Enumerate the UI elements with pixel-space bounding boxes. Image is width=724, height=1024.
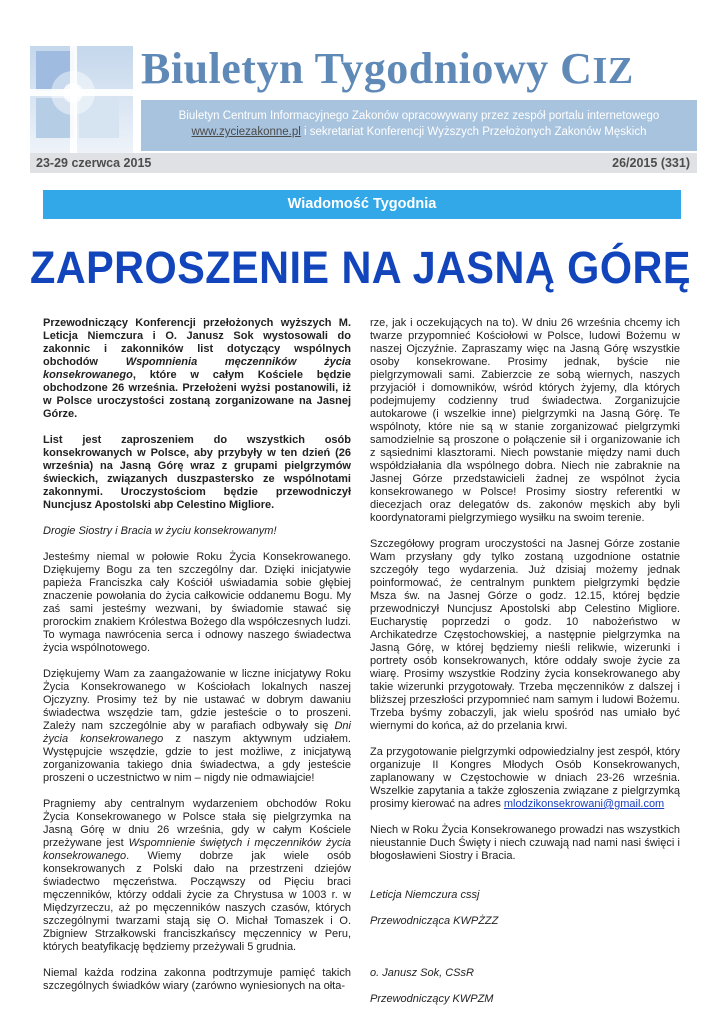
intro-text: Przewodniczący Konferencji przełożonych wyższych M. Leticja Niemczura i O. Janusz Sok wystosowali do zakonnic i zakonników list dotyczący wspólnych obchodów (43, 317, 351, 368)
paragraph-program: Szczegółowy program uroczystości na Jasnej Górze zostanie Wam przysłany gdy tylko zostaną uzgodnione ostatnie szczegóły tego wydarzenia. Już dzisiaj możemy jednak poinformować, że centralnym punktem pielgrzymki będzie Msza św. na Jasnej Górze o godz. 12.15, której będzie przewodniczył Nuncjusz Apostolski abp Celestino Migliore. Eucharystię poprzedzi o godz. 10 nabożeństwo w Archikatedrze Częstochowskiej, a następnie pielgrzymka na Jasną Górę, w której będziemy nieśli relikwie, wizerunki i portrety osób konsekrowanych, które oddały swoje życie za wiarę. Prosimy wszystkie Rodziny życia konsekrowanego aby takie wizerunki przygotowały. Trzeba męczenników z dalszej i bliższej przeszłości przypomnieć nam samym i ludowi Bożemu. Trzeba byśmy zobaczyli, jak wielu spośród nas umiało być wiernymi do końca, aż do przelania krwi. (370, 538, 680, 732)
signature-1-role: Przewodnicząca KWPŻZZ (370, 915, 499, 927)
paragraph-year: Jesteśmy niemal w połowie Roku Życia Konsekrowanego. Dziękujemy Bogu za ten szczególny dar. Dzięki inicjatywie papieża Franciszka cały Kościół uświadamia sobie głębiej znaczenie powołania do życia całkowicie oddanemu Bogu. My zaś sami jesteśmy wezwani, by świadomie stawać się prorockim znakiem Królestwa Bożego dla współczesnych ludzi. To wymaga nawrócenia serca i odnowy naszego świadectwa życia wspólnotowego. (43, 551, 351, 654)
issue-number: 26/2015 (331) (612, 156, 690, 170)
title-abbr-c: C (560, 44, 593, 93)
pilgrimage-text: Pragniemy aby centralnym wydarzeniem obchodów Roku Życia Konsekrowanego w Polsce stała się pielgrzymka na Jasną Górę w dniu 26 września, gdy w całym Kościele przeżywane jest (43, 798, 351, 849)
bulletin-title (141, 46, 696, 92)
paragraph-intro (43, 317, 351, 421)
contact-text: Za przygotowanie pielgrzymki odpowiedzialny jest zespół, który organizuje II Kongres Młodych Osób Konsekrowanych, zaplanowany w Częstochowie w dniach 23-26 września. Wszelkie zapytania a także zgłoszenia związane z pielgrzymką prosimy kierować na adres (370, 746, 680, 810)
subtitle-line-2 (141, 124, 697, 140)
paragraph-families: Niemal każda rodzina zakonna podtrzymuje pamięć takich szczególnych świadków wiary (zarówno wyniesionych na ołta- (43, 967, 351, 992)
paragraph-contact (370, 746, 680, 811)
portal-link[interactable]: www.zyciezakonne.pl (191, 126, 301, 138)
title-abbr-rest: IZ (592, 50, 634, 92)
issue-date-range: 23-29 czerwca 2015 (36, 156, 152, 170)
biuletyn-logo (30, 46, 133, 153)
signature-1-name: Leticja Niemczura cssj (370, 889, 480, 901)
contact-email-link[interactable]: mlodzikonsekrowani@gmail.com (503, 798, 665, 810)
paragraph-invitation: List jest zaproszeniem do wszystkich osób konsekrowanych w Polsce, aby przybyły w ten dzień (26 września) na Jasną Górę wraz z grupami pielgrzymów świeckich, związanych duszpastersko ze wspólnotami zakonnymi. Uroczystościom będzie przewodniczył Nuncjusz Apostolski abp Celestino Migliore. (43, 434, 351, 511)
paragraph-invite-all: rze, jak i oczekujących na to). W dniu 26 września chcemy ich twarze przypomnieć Kościołowi w Polsce, ludowi Bożemu w naszej Ojczyźnie. Zapraszamy więc na Jasną Górę wszystkie osoby konsekrowane. Prosimy jednak, byście nie pielgrzymowali sami. Zabierzcie ze sobą wiernych, naszych przyjaciół i domowników, wśród których żyjemy, dla których podejmujemy codzienny trud świadectwa. Zorganizujcie autokarowe (i wszelkie inne) pielgrzymki na Jasną Górę. Te wspólnoty, które nie są w stanie zorganizować pielgrzymki samodzielnie są proszone o połączenie sił i organizowanie ich z sąsiednimi klasztorami. Niech powstanie między nami duch współdziałania dla wspólnego dobra. Niech nie zabraknie na Jasnej Górze przedstawicieli żadnej ze wspólnot życia konsekrowanego w Polsce! Prosimy siostry referentki w diecezjach oraz delegatów ds. zakonów męskich aby byli koordynatorami pielgrzymiego wysiłku na swoim terenie. (370, 317, 680, 524)
article-headline: ZAPROSZENIE NA JASNĄ GÓRĘ (30, 242, 691, 293)
intro-text-end: , które w całym Kościele będzie obchodzone 26 września. Przełożeni wyżsi postanowili, iż w Polsce uroczystości zostaną zorganizowane na Jasnej Górze. (43, 369, 351, 420)
left-column (43, 317, 351, 1006)
pilgrimage-text-end: . Wiemy dobrze jak wiele osób konsekrowanych z Polski dało na przestrzeni dziejów świadectwo męczeństwa. Począwszy od Pięciu braci męczenników, którzy oddali życie za Chrystusa w 1003 r. w Międzyrzeczu, aż po męczenników naszych czasów, których szczególnymi twarzami stają się O. Michał Tomaszek i O. Zbigniew Strzałkowski franciszkańscy męczennicy w Peru, których beatyfikację będziemy przeżywali 5 grudnia. (43, 850, 351, 953)
subtitle-line-2-text: i sekretariat Konferencji Wyższych Przełożonych Zakonów Męskich (300, 126, 647, 138)
title-word-1: Biuletyn (141, 44, 304, 93)
subtitle-line-1: Biuletyn Centrum Informacyjnego Zakonów opracowywany przez zespół portalu internetowego (178, 110, 660, 122)
right-column (370, 317, 680, 1019)
pilgrimage-italic: Wspomnienie świętych i męczenników życia konsekrowanego (43, 837, 351, 862)
paragraph-thanks (43, 668, 351, 785)
paragraph-pilgrimage (43, 798, 351, 954)
thanks-text: Dziękujemy Wam za zaangażowanie w liczne inicjatywy Roku Życia Konsekrowanego w Kościołach lokalnych naszej Ojczyzny. Prosimy też by nie ustawać w dobrym dawaniu świadectwa wszędzie tam, gdzie jesteście o to proszeni. Zależy nam szczególnie aby w parafiach odbywały się (43, 668, 351, 732)
signature-2-role: Przewodniczący KWPZM (370, 993, 494, 1005)
thanks-italic: Dni życia konsekrowanego (43, 720, 351, 745)
intro-italic: Wspomnienia męczenników życia konsekrowanego (43, 356, 351, 381)
signature-2-name: o. Janusz Sok, CSsR (370, 967, 474, 979)
title-word-2: Tygodniowy (314, 44, 549, 93)
thanks-text-end: z naszym aktywnym udziałem. Występujcie wszędzie, gdzie to jest możliwe, z inicjatywą zorganizowania takiego dnia świadectwa, a gdy jesteście proszeni o uczestnictwo w nim – nigdy nie odmawiajcie! (43, 733, 351, 784)
paragraph-blessing: Niech w Roku Życia Konsekrowanego prowadzi nas wszystkich nieustannie Duch Święty i niech czuwają nad nami nasi święci i błogosławieni Siostry i Bracia. (370, 824, 680, 862)
greeting: Drogie Siostry i Bracia w życiu konsekrowanym! (43, 525, 277, 537)
section-label: Wiadomość Tygodnia (287, 196, 437, 212)
